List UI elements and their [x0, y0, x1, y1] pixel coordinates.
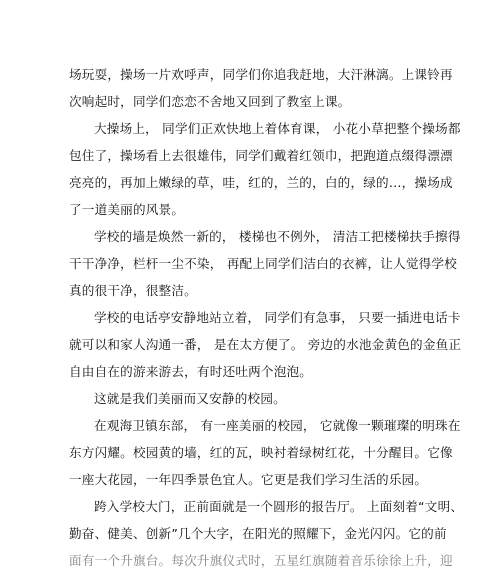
text-line: 场玩耍，操场一片欢呼声，同学们你追我赶地，大汗淋漓。上课铃再: [69, 67, 453, 82]
text-line: 东方闪耀。校园黄的墙，红的瓦，映衬着绿树红花，十分醒目。它像: [69, 445, 453, 460]
text-line: 学校的墙是焕然一新的， 楼梯也不例外， 清洁工把楼梯扶手擦得: [94, 229, 461, 244]
text-line: 包住了，操场看上去很雄伟，同学们戴着红领巾，把跑道点缀得漂漂: [69, 148, 453, 163]
text-line: 就可以和家人沟通一番， 是在太方便了。 旁边的水池金黄色的金鱼正: [69, 337, 462, 352]
text-line: 自由自在的游来游去，有时还吐两个泡泡。: [69, 364, 313, 379]
text-line: 学校的电话亭安静地站立着， 同学们有急事， 只要一插进电话卡: [94, 310, 461, 325]
text-line: 亮亮的，再加上嫩绿的草，哇，红的，兰的，白的，绿的…，操场成: [69, 175, 453, 190]
text-line: 一座大花园，一年四季景色宜人。它更是我们学习生活的乐园。: [69, 472, 428, 487]
text-line: 大操场上， 同学们正欢快地上着体育课， 小花小草把整个操场都: [94, 121, 461, 136]
text-line: 勤奋、健美、创新”几个大字，在阳光的照耀下，金光闪闪。它的前: [69, 526, 447, 541]
text-line: 了一道美丽的风景。: [69, 202, 185, 217]
text-line: 这就是我们美丽而又安静的校园。: [94, 391, 286, 406]
text-line: 跨入学校大门，正前面就是一个圆形的报告厅。 上面刻着“文明、: [94, 499, 464, 514]
text-line: 面有一个升旗台。每次升旗仪式时，五星红旗随着音乐徐徐上升，迎: [69, 553, 453, 568]
text-line: 真的很干净，很整洁。: [69, 283, 197, 298]
text-line: 干干净净，栏杆一尘不染， 再配上同学们洁白的衣裤，让人觉得学校: [69, 256, 458, 271]
text-line: 次响起时，同学们恋恋不舍地又回到了教室上课。: [69, 94, 351, 109]
text-line: 在观海卫镇东部， 有一座美丽的校园， 它就像一颗璀璨的明珠在: [94, 418, 461, 433]
